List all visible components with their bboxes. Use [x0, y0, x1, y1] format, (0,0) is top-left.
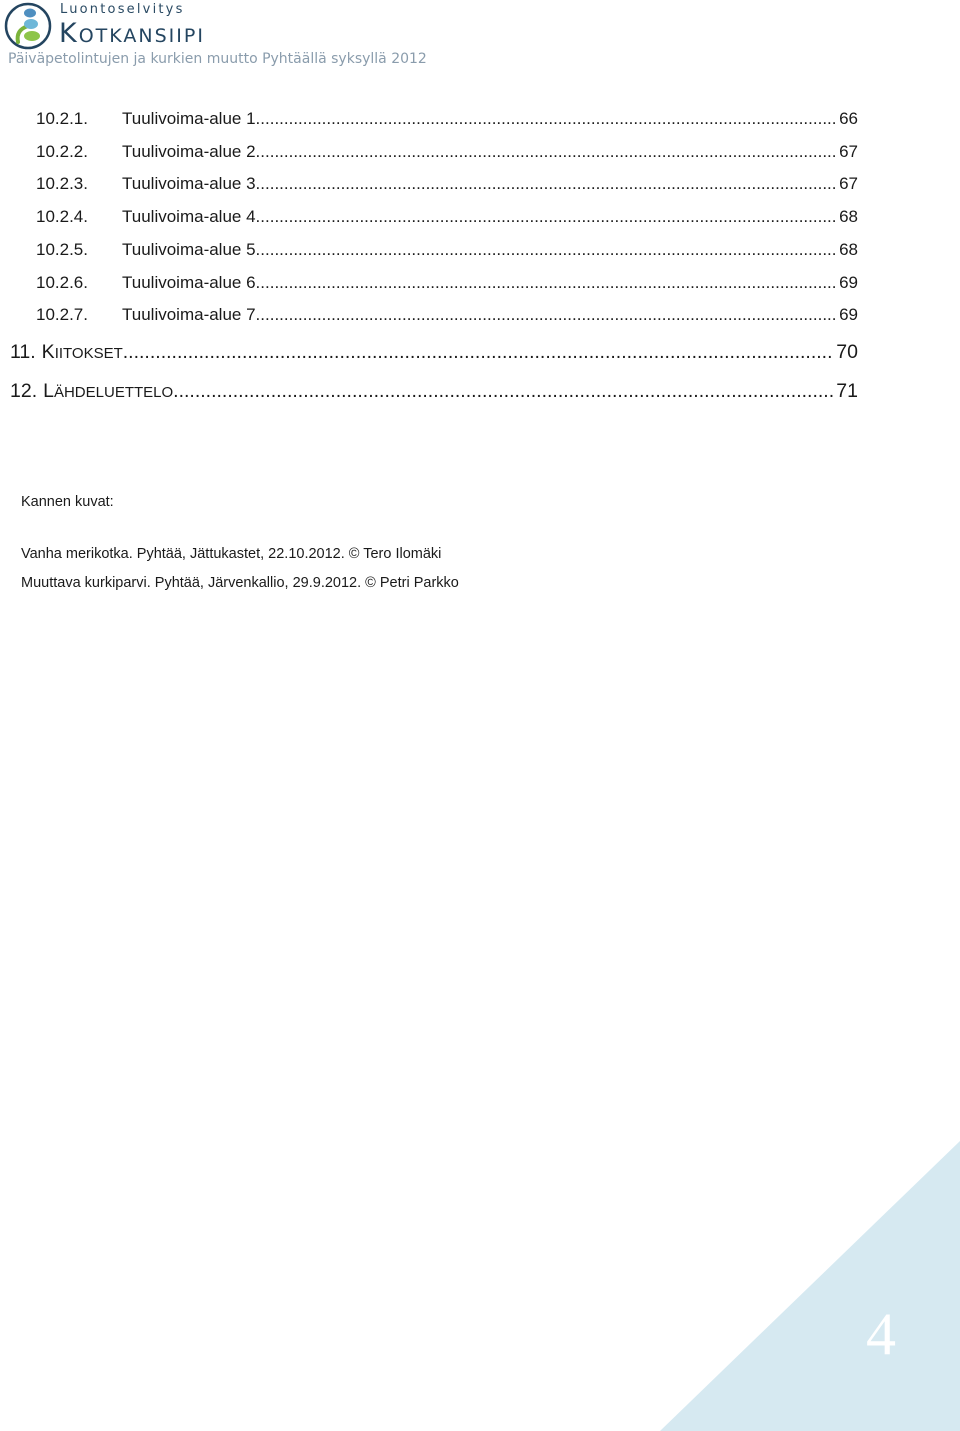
toc-title: KIITOKSET — [41, 341, 123, 363]
toc-number: 10.2.2. — [36, 142, 88, 161]
cover-photo-credit: Vanha merikotka. Pyhtää, Jättukastet, 22.10.2012. © Tero Ilomäki — [21, 546, 442, 562]
toc-page: 66 — [839, 109, 858, 128]
toc-page: 67 — [839, 174, 858, 193]
toc-title: Tuulivoima-alue 2 — [122, 142, 256, 161]
cover-photo-credit: Muuttava kurkiparvi. Pyhtää, Järvenkallio, 29.9.2012. © Petri Parkko — [21, 575, 459, 591]
toc-page: 67 — [839, 142, 858, 161]
toc-main-entry[interactable] — [10, 380, 858, 404]
toc-leader-dots — [256, 240, 838, 260]
kotkansiipi-logo-icon — [4, 2, 52, 50]
toc-title: Tuulivoima-alue 1 — [122, 109, 256, 128]
toc-number: 10.2.4. — [36, 207, 88, 226]
toc-title: Tuulivoima-alue 5 — [122, 240, 256, 259]
toc-entry[interactable] — [36, 305, 858, 329]
toc-leader-dots — [123, 341, 835, 364]
toc-number: 11. — [10, 341, 36, 363]
toc-leader-dots — [256, 109, 838, 129]
toc-title: Tuulivoima-alue 6 — [122, 273, 256, 292]
toc-page: 71 — [836, 380, 858, 402]
toc-page: 69 — [839, 273, 858, 292]
toc-entry[interactable] — [36, 109, 858, 133]
toc-page: 68 — [839, 240, 858, 259]
toc-leader-dots — [256, 207, 838, 227]
toc-page: 68 — [839, 207, 858, 226]
toc-leader-dots — [256, 174, 838, 194]
toc-leader-dots — [173, 380, 834, 403]
toc-main-entry[interactable] — [10, 341, 858, 365]
page-number: 4 — [866, 1301, 896, 1367]
toc-title: LÄHDELUETTELO — [43, 380, 174, 402]
cover-photos-heading: Kannen kuvat: — [21, 494, 114, 510]
toc-title: Tuulivoima-alue 3 — [122, 174, 256, 193]
toc-entry[interactable] — [36, 207, 858, 231]
toc-number: 10.2.6. — [36, 273, 88, 292]
brand-name: Kotkansiipi — [59, 18, 205, 49]
toc-entry[interactable] — [36, 174, 858, 198]
toc-entry[interactable] — [36, 142, 858, 166]
toc-title: Tuulivoima-alue 7 — [122, 305, 256, 324]
toc-page: 69 — [839, 305, 858, 324]
toc-page: 70 — [836, 341, 858, 363]
toc-number: 10.2.3. — [36, 174, 88, 193]
toc-entry[interactable] — [36, 273, 858, 297]
toc-number: 12. — [10, 380, 38, 402]
brand-top-text: Luontoselvitys — [60, 2, 185, 17]
toc-leader-dots — [256, 142, 838, 162]
toc-leader-dots — [256, 273, 838, 293]
page-header — [0, 0, 960, 72]
page-corner-decoration — [660, 1141, 960, 1431]
toc-title: Tuulivoima-alue 4 — [122, 207, 256, 226]
toc-number: 10.2.5. — [36, 240, 88, 259]
toc-number: 10.2.7. — [36, 305, 88, 324]
header-subtitle: Päiväpetolintujen ja kurkien muutto Pyhtäällä syksyllä 2012 — [8, 51, 427, 67]
toc-entry[interactable] — [36, 240, 858, 264]
toc-number: 10.2.1. — [36, 109, 88, 128]
toc-leader-dots — [256, 305, 838, 325]
